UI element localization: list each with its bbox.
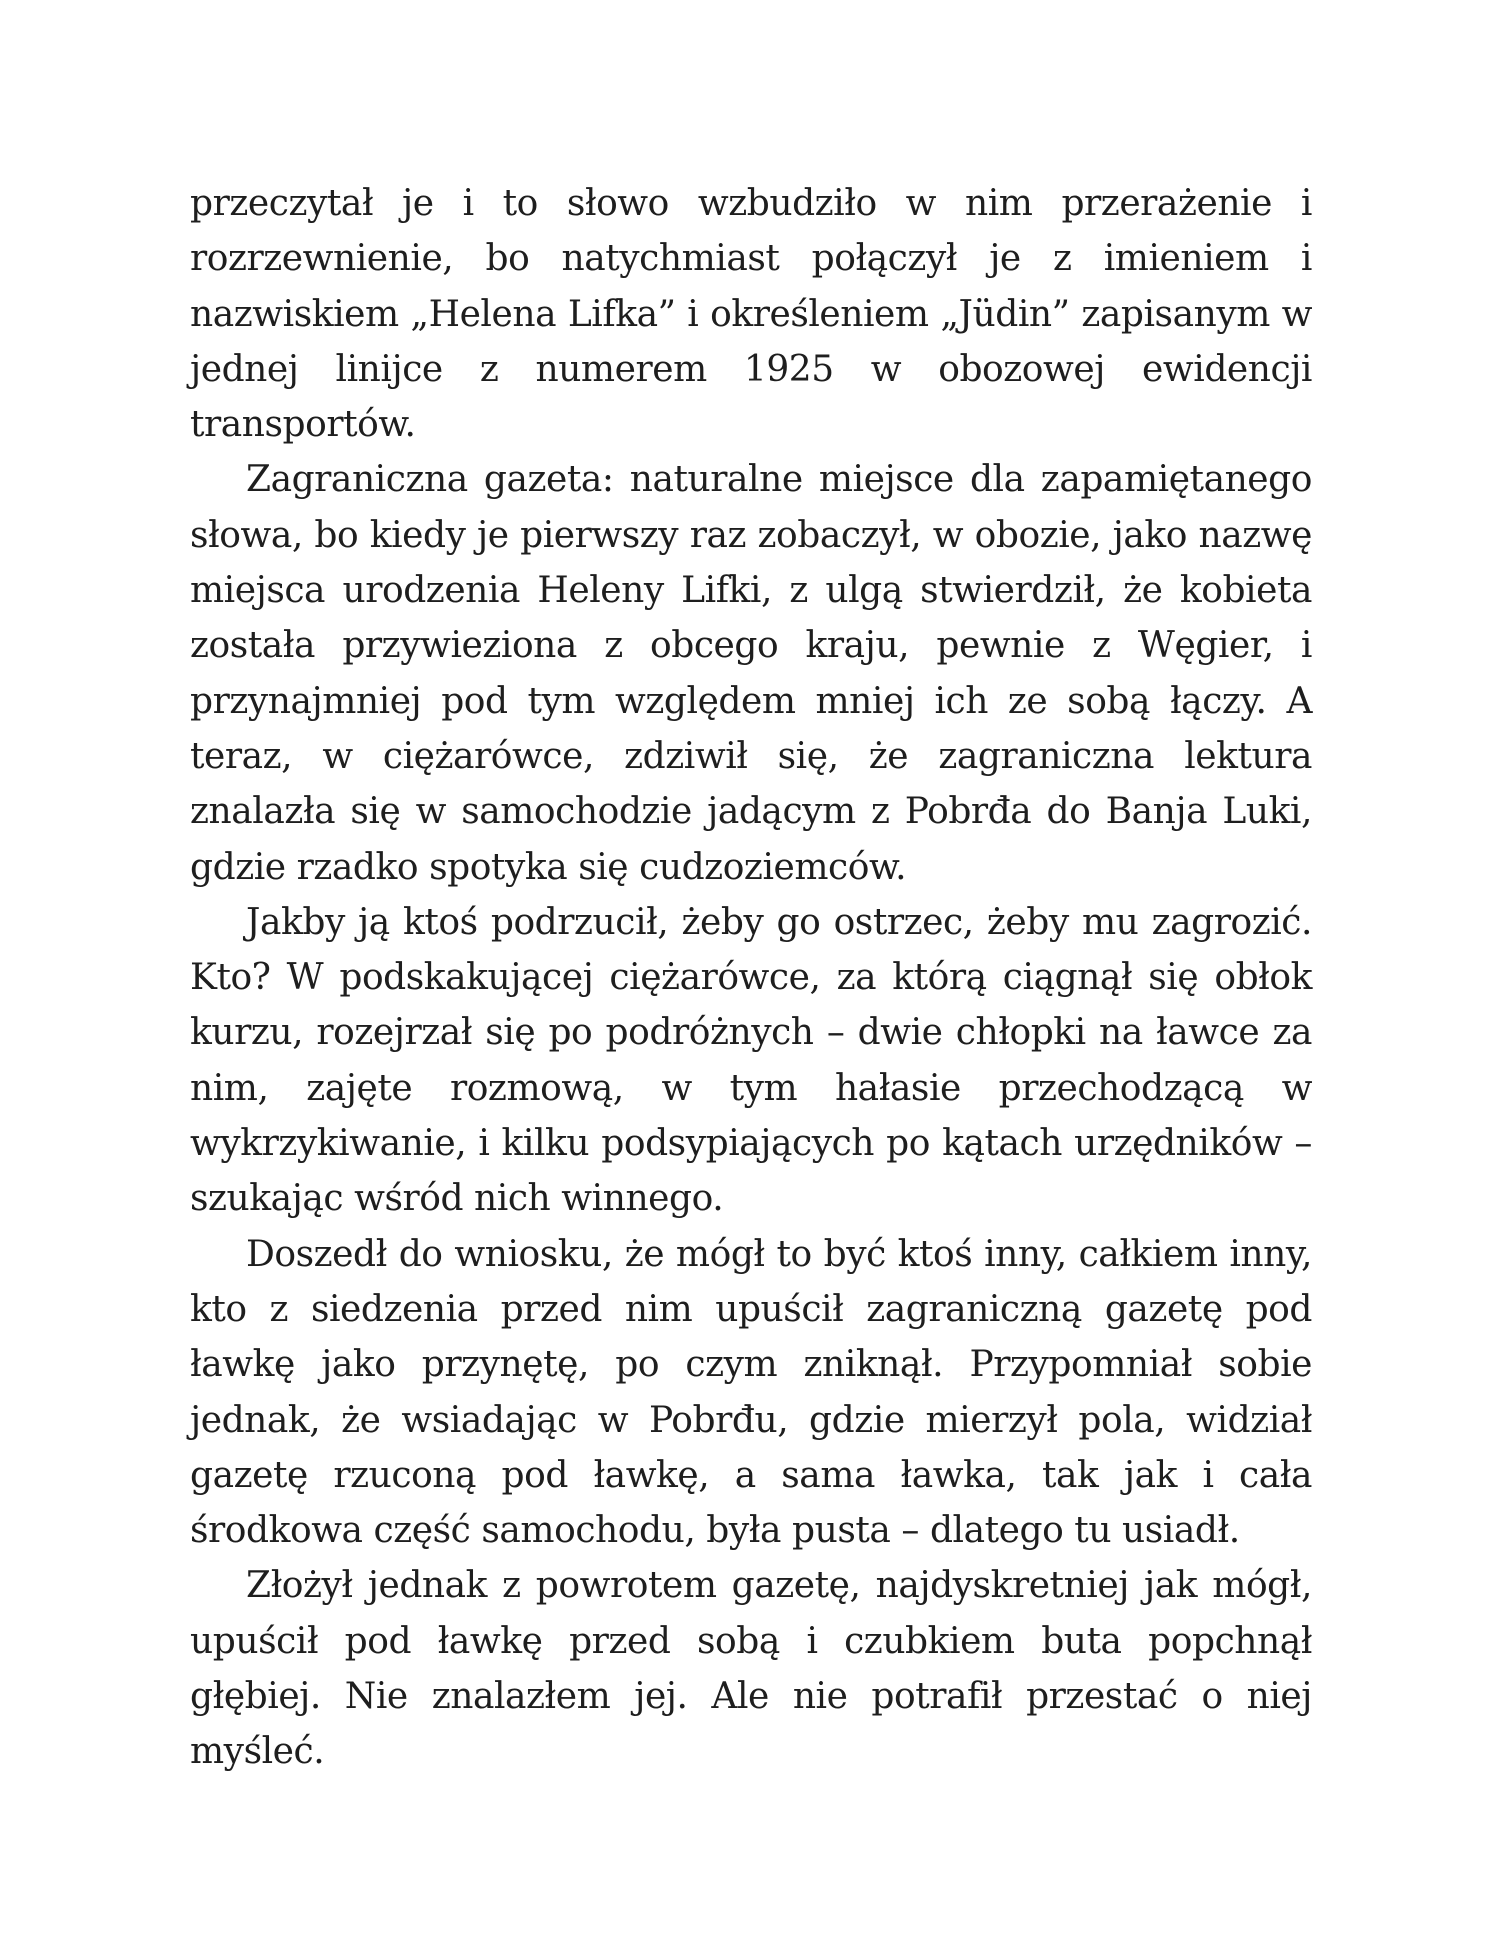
- page-text-block: [190, 176, 1312, 1780]
- paragraph-5: Złożył jednak z powrotem gazetę, najdyskretniej jak mógł, upuścił pod ławkę przed sobą i czubkiem buta popchnął głębiej. Nie znalazłem jej. Ale nie potrafił przestać o niej myśleć.: [190, 1565, 1312, 1773]
- paragraph-2: Zagraniczna gazeta: naturalne miejsce dla zapamiętanego słowa, bo kiedy je pierwszy raz zobaczył, w obozie, jako nazwę miejsca urodzenia Heleny Lifki, z ulgą stwierdził, że kobieta została przywieziona z obcego kraju, pewnie z Węgier, i przynajmniej pod tym względem mniej ich ze sobą łączy. A teraz, w ciężarówce, zdziwił się, że zagraniczna lektura znalazła się w samochodzie jadącym z Pobrđa do Banja Luki, gdzie rzadko spotyka się cudzoziemców.: [190, 459, 1312, 888]
- paragraph-3: Jakby ją ktoś podrzucił, żeby go ostrzec, żeby mu zagrozić. Kto? W podskakującej ciężarówce, za którą ciągnął się obłok kurzu, rozejrzał się po podróżnych – dwie chłopki na ławce za nim, zajęte rozmową, w tym hałasie przechodzącą w wykrzykiwanie, i kilku podsypiających po kątach urzędników – szukając wśród nich winnego.: [190, 901, 1312, 1220]
- paragraph-1: przeczytał je i to słowo wzbudziło w nim przerażenie i rozrzewnienie, bo natychmiast połączył je z imieniem i nazwiskiem „Helena Lifka” i określeniem „Jüdin” zapisanym w jednej linijce z numerem 1925 w obozowej ewidencji transportów.: [190, 183, 1312, 446]
- paragraph-4: Doszedł do wniosku, że mógł to być ktoś inny, całkiem inny, kto z siedzenia przed nim upuścił zagraniczną gazetę pod ławkę jako przynętę, po czym zniknął. Przypomniał sobie jednak, że wsiadając w Pobrđu, gdzie mierzył pola, widział gazetę rzuconą pod ławkę, a sama ławka, tak jak i cała środkowa część samochodu, była pusta – dlatego tu usiadł.: [190, 1233, 1312, 1552]
